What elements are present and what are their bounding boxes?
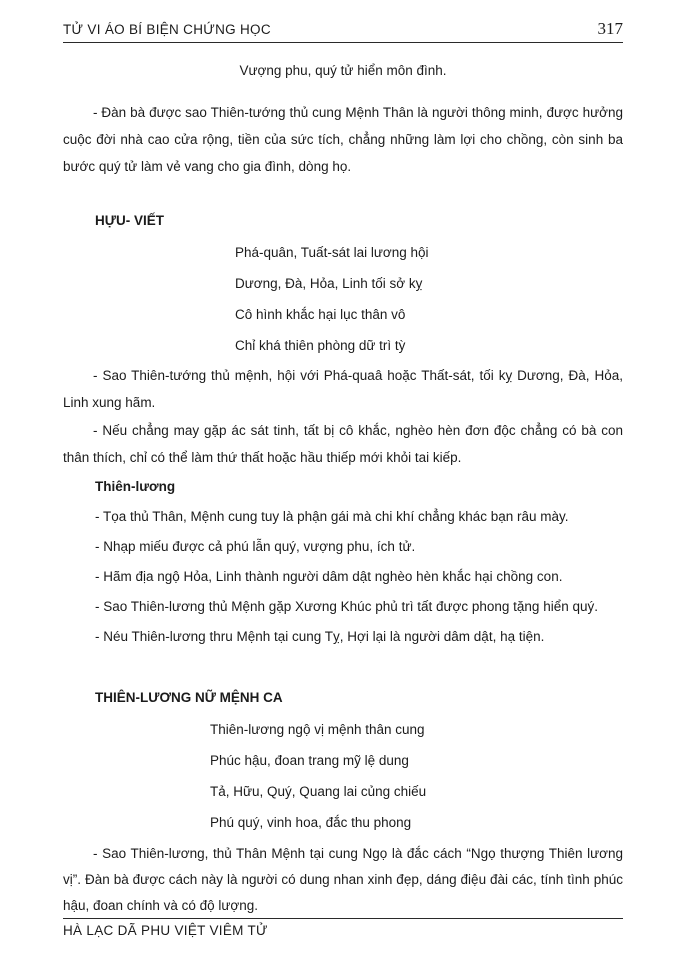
section-heading-thien-luong: Thiên-lương <box>95 479 176 494</box>
running-title: TỬ VI ÁO BÍ BIỆN CHỨNG HỌC <box>63 22 271 37</box>
page-body <box>63 57 623 919</box>
huu-viet-verse-block <box>63 237 623 361</box>
footer-text: HÀ LẠC DÃ PHU VIỆT VIÊM TỬ <box>63 923 268 938</box>
verse-line: Phú quý, vinh hoa, đắc thu phong <box>210 815 412 830</box>
verse-line: Phá-quân, Tuất-sát lai lương hội <box>235 245 429 260</box>
section-heading-thien-luong-nu-menh-ca: THIÊN-LƯƠNG NỮ MỆNH CA <box>95 690 283 705</box>
page-header <box>63 20 623 43</box>
thien-luong-item: - Nhạp miếu được cả phú lẫn quý, vượng phu, ích tử. <box>95 539 416 554</box>
opening-verse-line: Vượng phu, quý tử hiển môn đình. <box>239 63 447 78</box>
page-footer <box>63 918 623 938</box>
thien-luong-item: - Néu Thiên-lương thru Mệnh tại cung Tỵ, Hợi lại là người dâm dật, hạ tiện. <box>95 629 545 644</box>
verse-line: Chỉ khá thiên phòng dữ trì tỳ <box>235 338 406 353</box>
thien-luong-item: - Hãm địa ngộ Hỏa, Linh thành người dâm dật nghèo hèn khắc hại chồng con. <box>95 569 563 584</box>
intro-paragraph: - Đàn bà được sao Thiên-tướng thủ cung Mệnh Thân là người thông minh, được hưởng cuộc đời nhà cao cửa rộng, tiền của sức tích, chẳng những làm lợi cho chồng, còn sinh ba bước quý tử làm vẻ vang cho gia đình, dòng họ. <box>63 105 623 174</box>
thien-luong-ca-verse-block <box>63 714 623 838</box>
closing-paragraph: - Sao Thiên-lương, thủ Thân Mệnh tại cung Ngọ là đắc cách “Ngọ thượng Thiên lương vị”. Đàn bà được cách này là người có dung nhan xinh đẹp, dáng điệu đài các, tính tình phúc hậu, đoan chính và có độ lượng. <box>63 846 623 913</box>
page-number: 317 <box>597 19 623 38</box>
thien-luong-item: - Sao Thiên-lương thủ Mệnh gặp Xương Khúc phủ trì tất được phong tặng hiển quý. <box>95 599 598 614</box>
thien-luong-item: - Tọa thủ Thân, Mệnh cung tuy là phận gái mà chi khí chẳng khác bạn râu mày. <box>95 509 569 524</box>
verse-line: Dương, Đà, Hỏa, Linh tối sở kỵ <box>235 276 423 291</box>
verse-line: Thiên-lương ngộ vị mệnh thân cung <box>210 722 425 737</box>
verse-line: Cô hình khắc hại lục thân vô <box>235 307 406 322</box>
verse-line: Phúc hậu, đoan trang mỹ lệ dung <box>210 753 409 768</box>
huu-viet-paragraph: - Sao Thiên-tướng thủ mệnh, hội với Phá-quaâ hoặc Thất-sát, tối kỵ Dương, Đà, Hỏa, Linh xung hãm. <box>63 368 623 410</box>
huu-viet-paragraph: - Nếu chẳng may gặp ác sát tinh, tất bị cô khắc, nghèo hèn đơn độc chẳng có bà con thân thích, chỉ có thể làm thứ thất hoặc hầu thiếp mới khỏi tai kiếp. <box>63 423 623 465</box>
section-heading-huu-viet: HỰU- VIẾT <box>95 213 164 228</box>
verse-line: Tả, Hữu, Quý, Quang lai củng chiếu <box>210 784 427 799</box>
